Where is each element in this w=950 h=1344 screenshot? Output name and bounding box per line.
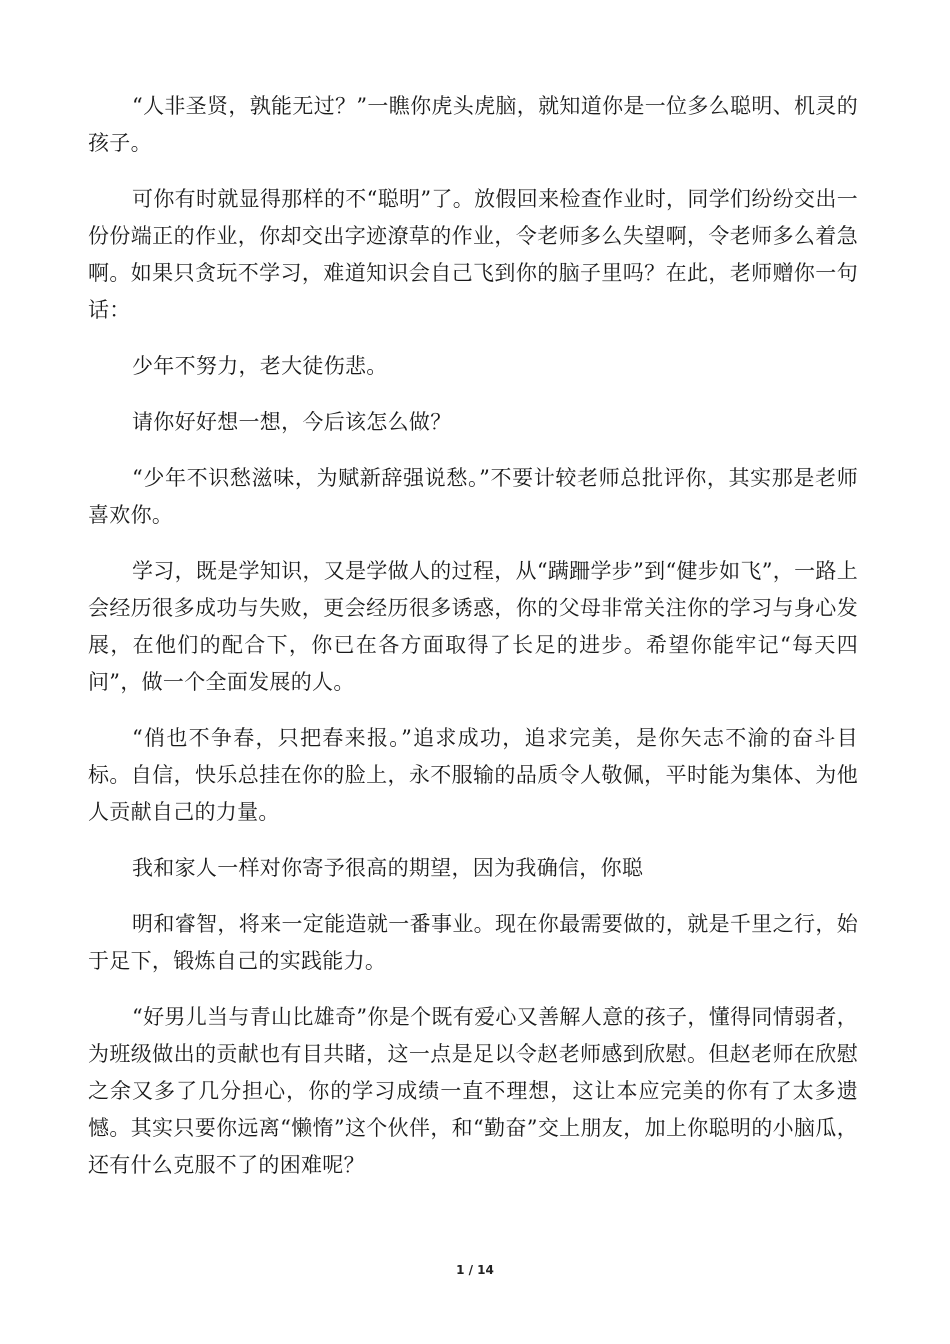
paragraph: 少年不努力，老大徒伤悲。 <box>132 354 388 378</box>
paragraph: “俏也不争春，只把春来报。”追求成功，追求完美，是你矢志不渝的奋斗目标。自信，快乐总挂在你的脸上，永不服输的品质令人敬佩，平时能为集体、为他人贡献自己的力量。 <box>88 726 858 824</box>
paragraph: 可你有时就显得那样的不“聪明”了。放假回来检查作业时，同学们纷纷交出一份份端正的作业，你却交出字迹潦草的作业，令老师多么失望啊，令老师多么着急啊。如果只贪玩不学习，难道知识会自己飞到你的脑子里吗？在此，老师赠你一句话： <box>88 187 858 322</box>
paragraph: 学习，既是学知识，又是学做人的过程，从“蹒跚学步”到“健步如飞”，一路上会经历很多成功与失败，更会经历很多诱惑，你的父母非常关注你的学习与身心发展，在他们的配合下，你已在各方面取得了长足的进步。希望你能牢记“每天四问”，做一个全面发展的人。 <box>88 559 858 694</box>
paragraph: “好男儿当与青山比雄奇”你是个既有爱心又善解人意的孩子，懂得同情弱者，为班级做出的贡献也有目共睹，这一点是足以令赵老师感到欣慰。但赵老师在欣慰之余又多了几分担心，你的学习成绩一直不理想，这让本应完美的你有了太多遗憾。其实只要你远离“懒惰”这个伙伴，和“勤奋”交上朋友，加上你聪明的小脑瓜，还有什么克服不了的困难呢？ <box>88 1005 858 1177</box>
paragraph: 请你好好想一想，今后该怎么做？ <box>132 410 452 434</box>
paragraph: 明和睿智，将来一定能造就一番事业。现在你最需要做的，就是千里之行，始于足下，锻炼自己的实践能力。 <box>88 912 858 973</box>
document-body <box>88 88 858 1203</box>
paragraph: “少年不识愁滋味，为赋新辞强说愁。”不要计较老师总批评你，其实那是老师喜欢你。 <box>88 466 858 527</box>
paragraph: “人非圣贤，孰能无过？”一瞧你虎头虎脑，就知道你是一位多么聪明、机灵的孩子。 <box>88 94 858 155</box>
paragraph: 我和家人一样对你寄予很高的期望，因为我确信，你聪 <box>132 856 644 880</box>
page-number: 1 / 14 <box>456 1263 494 1277</box>
